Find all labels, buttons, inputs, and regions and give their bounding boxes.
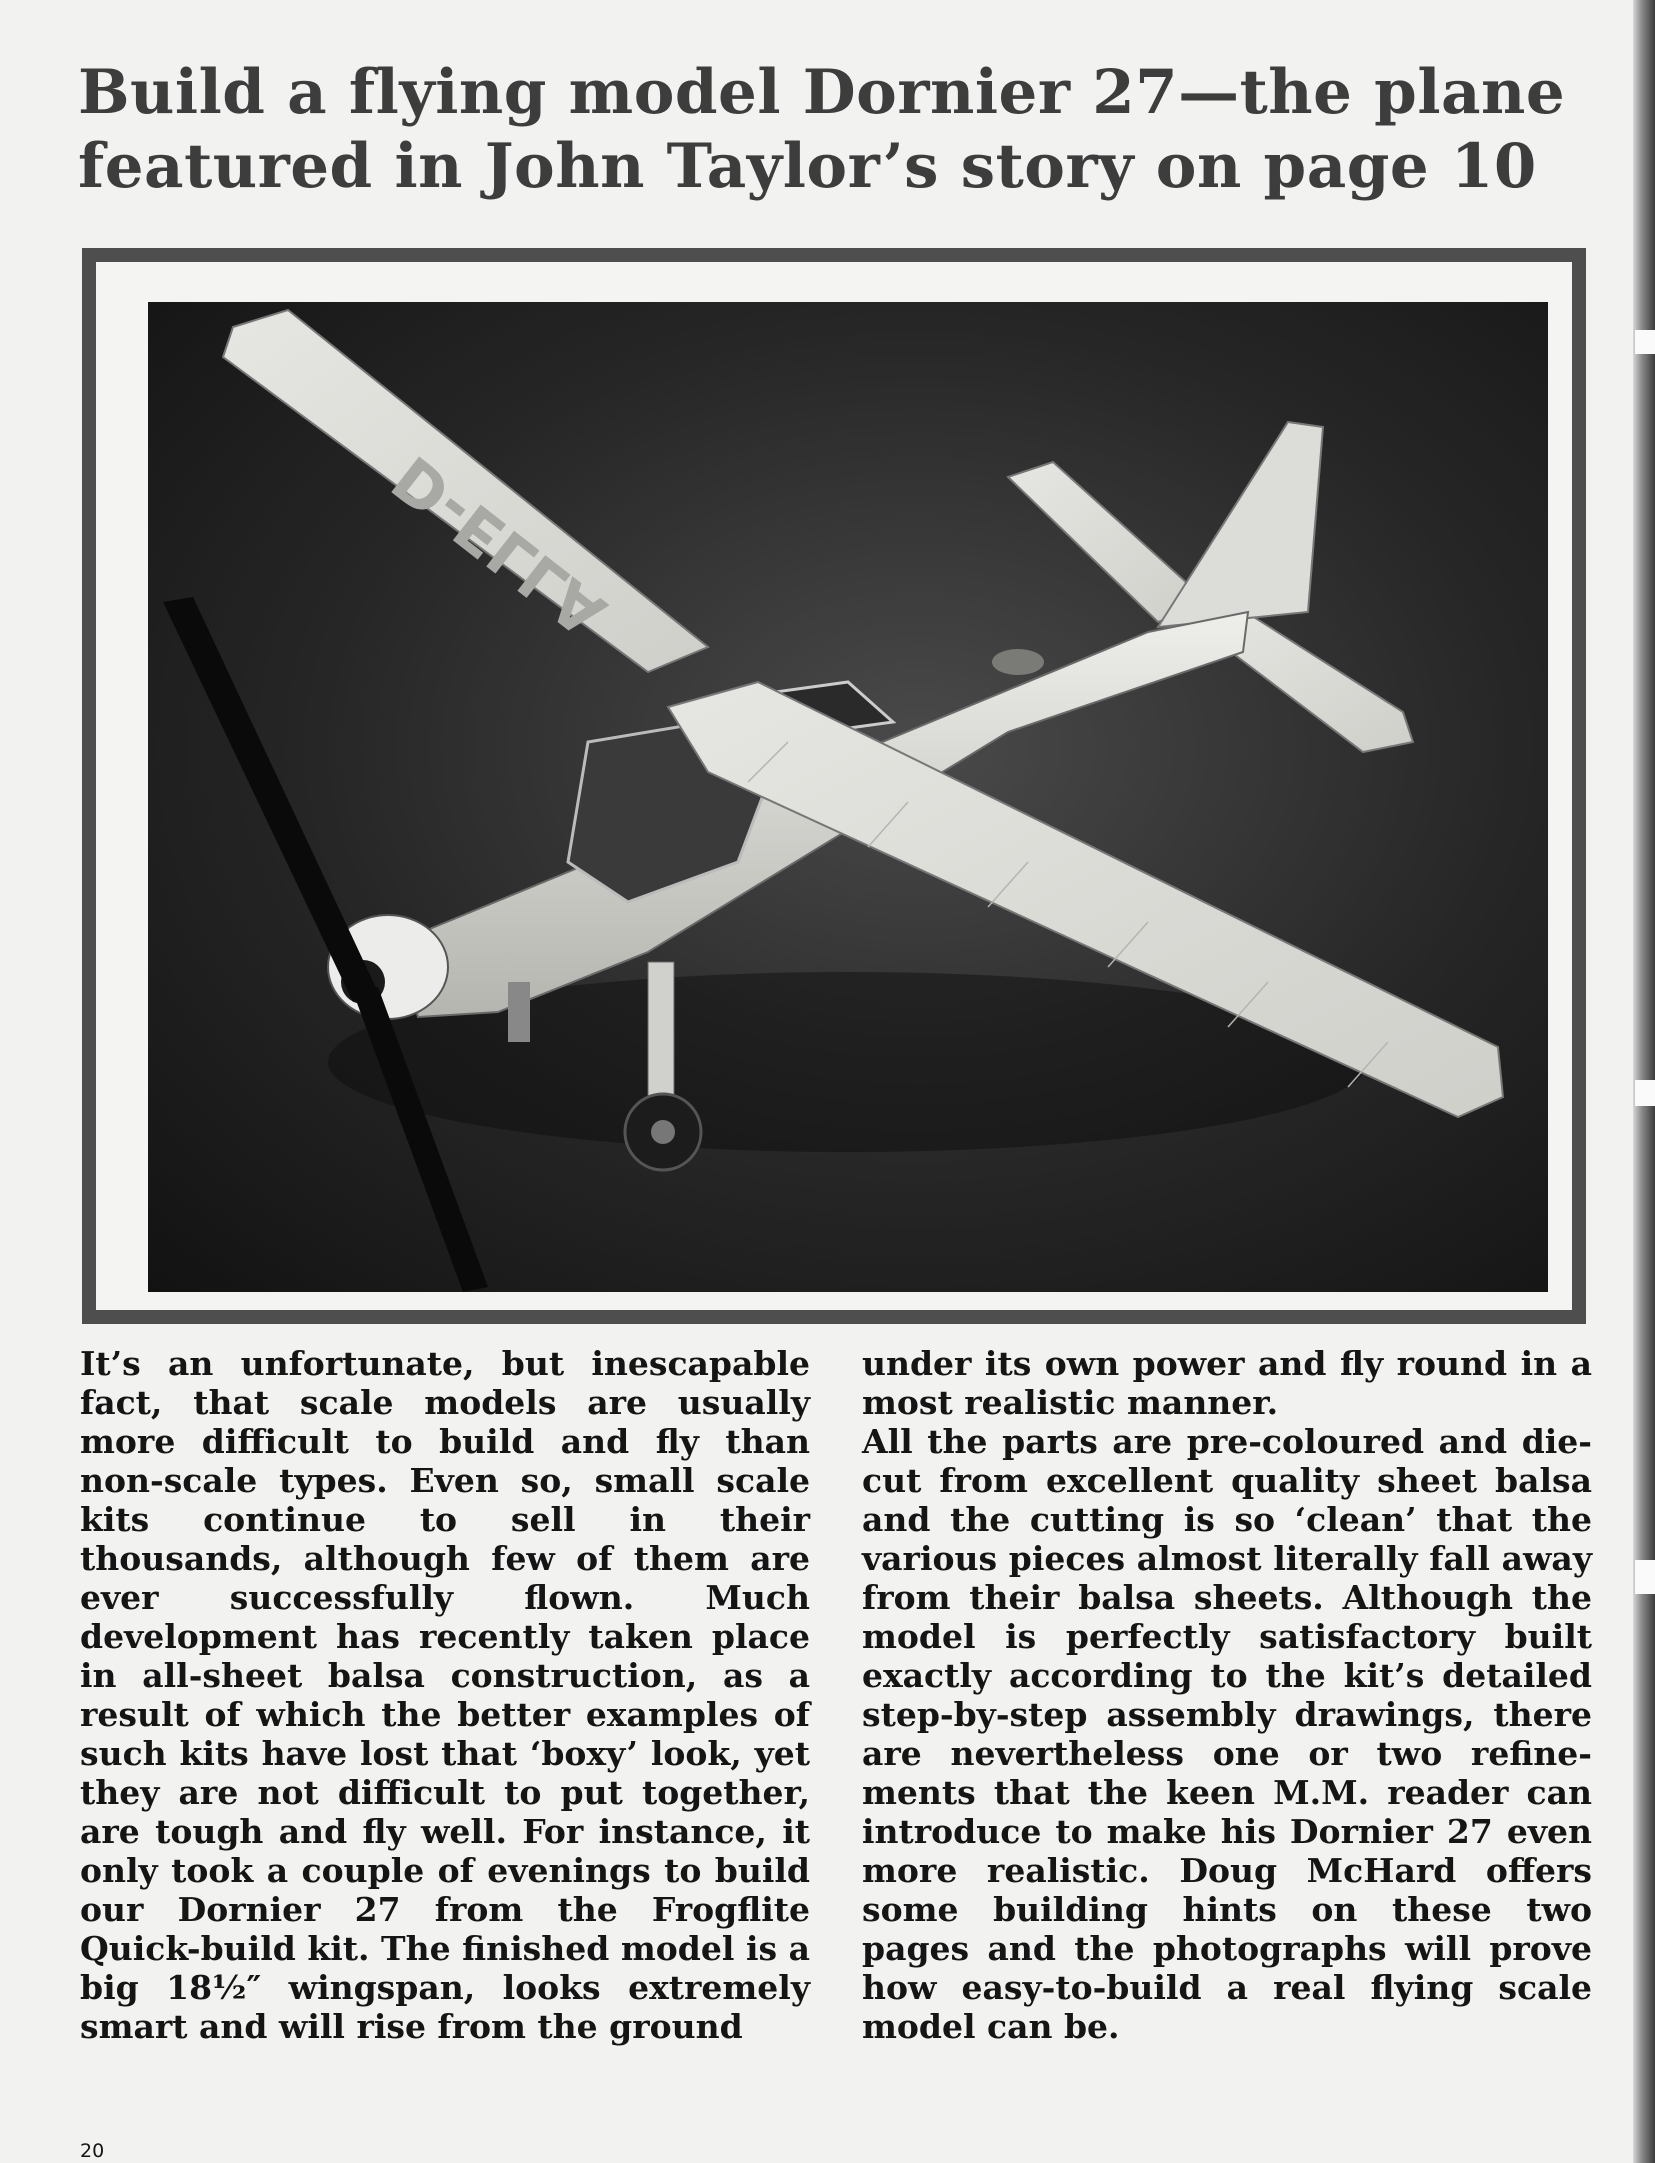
article-paragraph: It’s an unfortunate, but inescapable fact, that scale models are usually more difficult to build and fly than non-scale types. Even so, small scale kits continue to sell in their thousands, although few of them are ever successfully flown. Much development has recently taken place in all-sheet balsa construction, as a result of which the better examples of such kits have lost that ‘boxy’ look, yet they are not difficult to put together, are tough and fly well. For instance, it only took a couple of evenings to build our Dornier 27 from the Frogflite Quick-build kit. The finished model is a big 18½″ wingspan, looks extremely smart and will rise from the ground — [80, 1344, 810, 2046]
dornier-model-illustration — [148, 302, 1548, 1292]
headline-line-1: Build a flying model Dornier 27—the plane — [78, 57, 1566, 128]
dornier-model-photo — [148, 302, 1548, 1292]
article-column-left — [80, 1344, 810, 2046]
headline-line-2: featured in John Taylor’s story on page 10 — [78, 131, 1537, 202]
page-number: 20 — [80, 2140, 105, 2162]
article-paragraph: All the parts are pre-coloured and die-cut from excellent quality sheet balsa and the cutting is so ‘clean’ that the various pieces almost literally fall away from their balsa sheets. Although the model is perfectly satisfactory built exactly according to the kit’s detailed step-by-step assembly drawings, there are nevertheless one or two refinements that the keen M.M. reader can introduce to make his Dornier 27 even more realistic. Doug McHard offers some building hints on these two pages and the photographs will prove how easy-to-build a real flying scale model can be. — [862, 1422, 1592, 2046]
article-column-right — [862, 1344, 1592, 2046]
page-edge — [1633, 0, 1655, 2163]
headline — [78, 56, 1598, 204]
photo-frame — [82, 248, 1586, 1324]
registration-marking: D-ELLA — [378, 441, 619, 652]
article-paragraph: under its own power and fly round in a most realistic manner. — [862, 1344, 1592, 1422]
